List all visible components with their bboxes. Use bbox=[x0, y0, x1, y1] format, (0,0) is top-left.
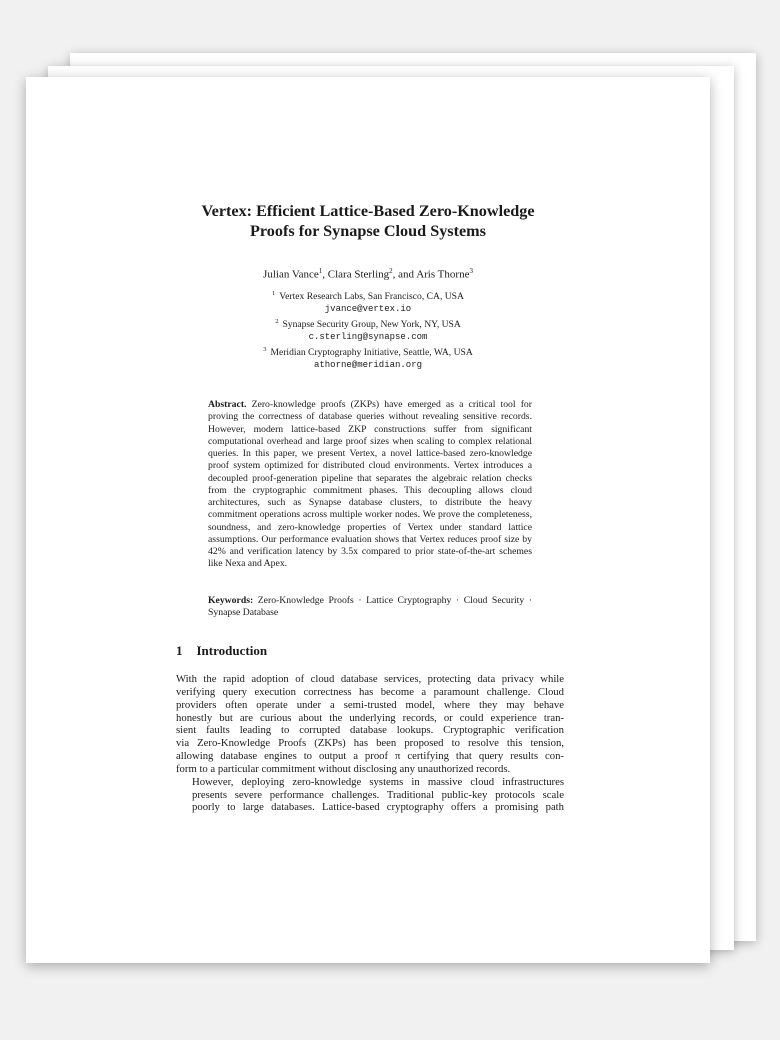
introduction-body bbox=[176, 673, 564, 814]
text-line: via Zero-Knowledge Proofs (ZKPs) has been proposed to resolve this tension, bbox=[176, 737, 564, 750]
text-line: providers often operate under a semi-trusted model, where they may behave bbox=[176, 698, 564, 711]
section-heading bbox=[176, 643, 267, 659]
author-separator: , bbox=[322, 268, 328, 281]
affiliation-email: jvance@vertex.io bbox=[324, 304, 412, 315]
paper-title bbox=[26, 201, 710, 241]
author-list bbox=[26, 264, 710, 282]
keywords-label: Keywords: bbox=[208, 595, 254, 606]
abstract bbox=[208, 399, 532, 571]
affiliation-mark: 1 bbox=[272, 290, 276, 297]
text-line: With the rapid adoption of cloud database services, protecting data privacy while bbox=[176, 673, 564, 685]
section-title: Introduction bbox=[196, 643, 268, 658]
affiliation-line bbox=[26, 316, 710, 331]
abstract-label: Abstract. bbox=[208, 399, 247, 410]
paper-title-line: Proofs for Synapse Cloud Systems bbox=[250, 222, 486, 240]
text-line: form to a particular commitment without disclosing any unauthorized records. bbox=[176, 762, 511, 775]
affiliation-line bbox=[26, 344, 710, 359]
affiliation-mark: 2 bbox=[275, 317, 279, 325]
text-line: presents severe performance challenges. Traditional public-key protocols scale bbox=[192, 788, 564, 801]
affiliation-mark: 3 bbox=[263, 345, 267, 353]
affiliation-list bbox=[26, 288, 710, 371]
text-line: honestly but are curious about the underlying records, or could experience tran- bbox=[176, 711, 564, 724]
author-separator: , and bbox=[392, 268, 417, 281]
author-name: Julian Vance bbox=[263, 268, 319, 281]
text-line: sient faults leading to corrupted database lookups. Cryptographic verification bbox=[176, 724, 564, 737]
text-line: poorly to large databases. Lattice-based cryptography offers a promising path bbox=[192, 801, 564, 814]
text-line: verifying query execution correctness has become a paramount challenge. Cloud bbox=[176, 685, 564, 698]
affiliation-org: Vertex Research Labs, San Francisco, CA, USA bbox=[279, 291, 464, 303]
paper-page bbox=[26, 77, 710, 963]
affiliation-email: athorne@meridian.org bbox=[313, 360, 423, 371]
affiliation-line bbox=[26, 288, 710, 303]
intro-paragraph bbox=[176, 673, 564, 776]
author-name: Aris Thorne bbox=[416, 268, 470, 281]
affiliation-org: Synapse Security Group, New York, NY, USA bbox=[282, 318, 461, 330]
text-line: However, deploying zero-knowledge systems in massive cloud infrastructures bbox=[192, 775, 564, 788]
author-affiliation-mark: 2 bbox=[389, 267, 393, 275]
paper-title-line: Vertex: Efficient Lattice-Based Zero-Knowledge bbox=[201, 202, 535, 220]
abstract-text: Zero-knowledge proofs (ZKPs) have emerged as a critical tool for proving the correctness of database queries without revealing sensitive records. However, modern lattice-based ZKP constructions suffer from significant computational overhead and large proof sizes when scaling to complex relational queries. In this paper, we present Vertex, a novel lattice-based zero-knowledge proof system optimized for distributed cloud environments. Vertex introduces a decoupled proof-generation pipeline that separates the algebraic relation checks from the cryptographic commitment phases. This decoupling allows cloud architectures, such as Synapse database clusters, to distribute the heavy commitment operations across multiple worker nodes. We prove the completeness, soundness, and zero-knowledge properties of Vertex under standard lattice assumptions. Our performance evaluation shows that Vertex reduces proof size by 42% and verification latency by 3.5x compared to prior state-of-the-art schemes like Nexa and Apex. bbox=[208, 399, 533, 570]
keywords bbox=[208, 595, 532, 620]
author-affiliation-mark: 1 bbox=[318, 267, 323, 275]
author-name: Clara Sterling bbox=[327, 268, 390, 281]
text-line: allowing database engines to output a proof π certifying that query results con- bbox=[176, 750, 564, 763]
section-number: 1 bbox=[176, 643, 183, 658]
keywords-text: Zero-Knowledge Proofs · Lattice Cryptography · Cloud Security · Synapse Database bbox=[208, 595, 532, 619]
affiliation-org: Meridian Cryptography Initiative, Seattle, WA, USA bbox=[270, 346, 473, 358]
affiliation-email: c.sterling@synapse.com bbox=[308, 332, 428, 343]
author-affiliation-mark: 3 bbox=[469, 267, 473, 275]
intro-paragraph bbox=[176, 776, 564, 815]
